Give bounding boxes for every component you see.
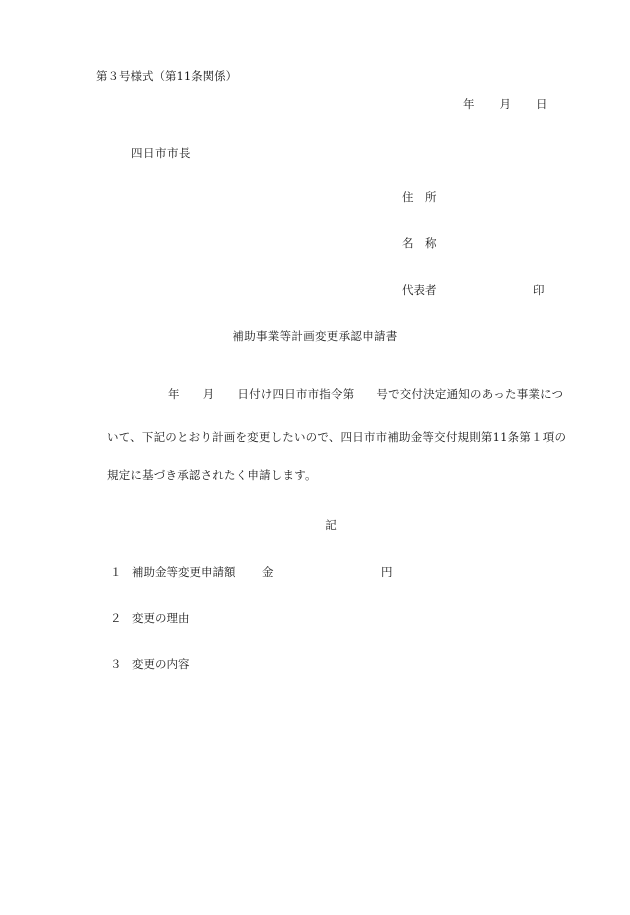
body-line-3: 規定に基づき承認されたく申請します。 [107,468,317,482]
item-3-number: ３ [110,657,122,671]
item-2-label: 変更の理由 [132,611,190,625]
body-line-1 [168,389,563,401]
item-2-number: ２ [110,611,122,625]
date-line [463,99,548,111]
body-month: 月 [202,387,215,401]
body-text-b: 号で交付決定通知のあった事業につ [376,387,564,401]
body-year: 年 [168,387,180,401]
body-line-2: いて、下記のとおり計画を変更したいので、四日市市補助金等交付規則第11条第１項の [107,430,567,444]
seal-mark: 印 [533,283,545,297]
body-text-a: 日付け四日市市指令第 [237,387,355,401]
amount-unit: 円 [381,565,393,579]
address-label: 住 所 [402,190,437,204]
ki-heading: 記 [325,518,337,532]
date-month: 月 [499,97,511,111]
item-1-label: 補助金等変更申請額 [132,565,236,579]
document-title: 補助事業等計画変更承認申請書 [232,329,398,343]
name-label: 名 称 [402,236,437,250]
amount-prefix: 金 [262,565,274,579]
date-day: 日 [536,97,548,111]
addressee: 四日市市長 [131,146,191,160]
item-1-number: １ [110,565,122,579]
representative-label: 代表者 [402,283,437,297]
date-year: 年 [463,97,475,111]
item-3-label: 変更の内容 [132,657,190,671]
form-number: 第３号様式（第11条関係） [96,69,238,83]
